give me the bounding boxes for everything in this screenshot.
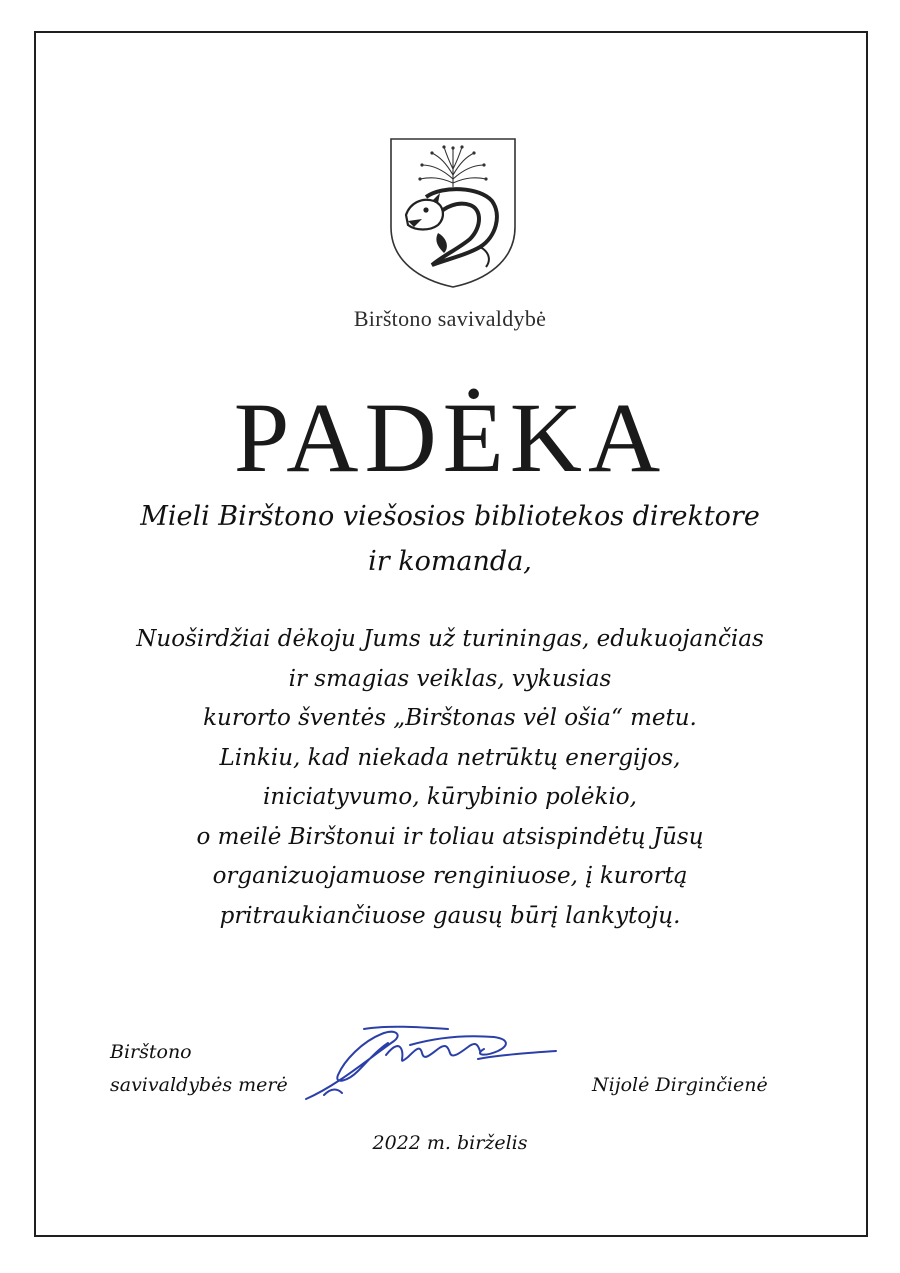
municipality-name: Birštono savivaldybė (353, 306, 547, 331)
signatory-role-line: Birštono (110, 1041, 192, 1063)
body-line: Nuoširdžiai dėkoju Jums už turiningas, edukuojančias (136, 626, 764, 652)
greeting-line: Mieli Birštono viešosios bibliotekos direktore (140, 501, 760, 532)
body-line: pritraukiančiuose gausų būrį lankytojų. (219, 902, 681, 929)
body-line: Linkiu, kad niekada netrūktų energijos, (219, 744, 681, 771)
body-line: o meilė Birštonui ir toliau atsispindėtų Jūsų (196, 823, 704, 850)
signatory-role (110, 1036, 288, 1102)
document-title: PADĖKA (233, 382, 667, 493)
coat-of-arms-icon (388, 135, 518, 290)
handwritten-signature-icon (298, 1015, 560, 1107)
signatory-role-line: savivaldybės merė (110, 1074, 288, 1096)
document-date: 2022 m. birželis (372, 1132, 528, 1154)
greeting-line: ir komanda, (368, 546, 532, 577)
body-line: organizuojamuose renginiuose, į kurortą (212, 863, 688, 889)
body-line: ir smagias veiklas, vykusias (288, 665, 612, 692)
signatory-name: Nijolė Dirginčienė (592, 1074, 768, 1096)
greeting (0, 494, 900, 584)
body-line: kurorto šventės „Birštonas vėl ošia“ metu. (203, 705, 697, 731)
body-text (0, 620, 900, 936)
body-line: iniciatyvumo, kūrybinio polėkio, (263, 784, 637, 810)
